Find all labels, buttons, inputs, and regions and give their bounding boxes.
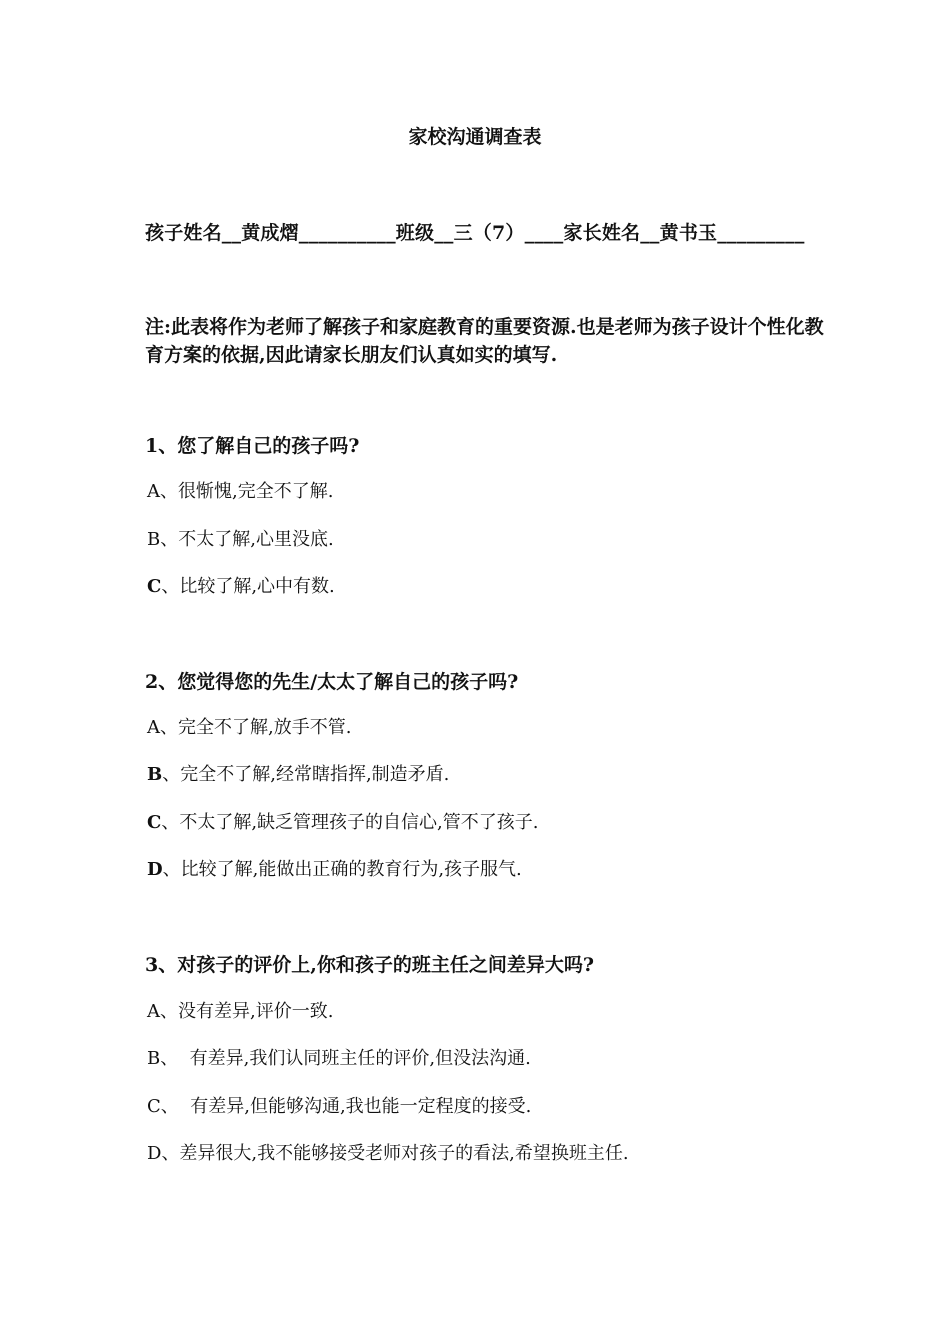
question-3-option-d (147, 1142, 847, 1166)
question-2-option-a (147, 716, 847, 740)
option-text: 、差异很大,我不能够接受老师对孩子的看法,希望换班主任. (161, 1143, 629, 1164)
option-letter: A (147, 717, 160, 738)
option-text: 、完全不了解,经常瞎指挥,制造矛盾. (162, 764, 450, 785)
question-2-option-b (147, 763, 847, 787)
question-1-option-b (147, 528, 847, 552)
option-letter: D (147, 1143, 162, 1164)
option-text: 、不太了解,心里没底. (160, 529, 334, 550)
question-3-option-a (147, 1000, 847, 1024)
option-letter: A (147, 1001, 160, 1022)
option-letter: C (147, 576, 162, 597)
option-text: 、没有差异,评价一致. (160, 1001, 334, 1022)
question-2: 2、您觉得您的先生/太太了解自己的孩子吗? (145, 671, 519, 693)
question-3-option-c (147, 1095, 847, 1119)
option-text: 、 有差异,但能够沟通,我也能一定程度的接受. (160, 1096, 532, 1117)
question-1-option-a (147, 480, 847, 504)
question-1: 1、您了解自己的孩子吗? (145, 435, 360, 457)
option-letter: A (147, 481, 160, 502)
page-title: 家校沟通调查表 (408, 126, 542, 148)
option-text: 、很惭愧,完全不了解. (160, 481, 334, 502)
option-letter: B (147, 529, 161, 550)
option-letter: B (147, 1048, 161, 1069)
option-text: 、 有差异,我们认同班主任的评价,但没法沟通. (160, 1048, 531, 1069)
question-3: 3、对孩子的评价上,你和孩子的班主任之间差异大吗? (145, 954, 594, 976)
instruction-note: 注:此表将作为老师了解孩子和家庭教育的重要资源.也是老师为孩子设计个性化教育方案的依据,因此请家长朋友们认真如实的填写. (145, 316, 824, 366)
question-3-option-b (147, 1047, 847, 1071)
option-letter: C (147, 812, 162, 833)
option-letter: B (147, 764, 163, 785)
option-text: 、比较了解,能做出正确的教育行为,孩子服气. (162, 859, 522, 880)
student-info-line: 孩子姓名__黄成熠__________班级__三（7）____家长姓名__黄书玉_________ (145, 222, 805, 244)
option-letter: C (147, 1096, 161, 1117)
question-2-option-c (147, 811, 847, 835)
option-text: 、比较了解,心中有数. (161, 576, 335, 597)
option-text: 、完全不了解,放手不管. (160, 717, 352, 738)
option-letter: D (147, 859, 163, 880)
question-2-option-d (147, 858, 847, 882)
option-text: 、不太了解,缺乏管理孩子的自信心,管不了孩子. (161, 812, 539, 833)
question-1-option-c (147, 575, 847, 599)
